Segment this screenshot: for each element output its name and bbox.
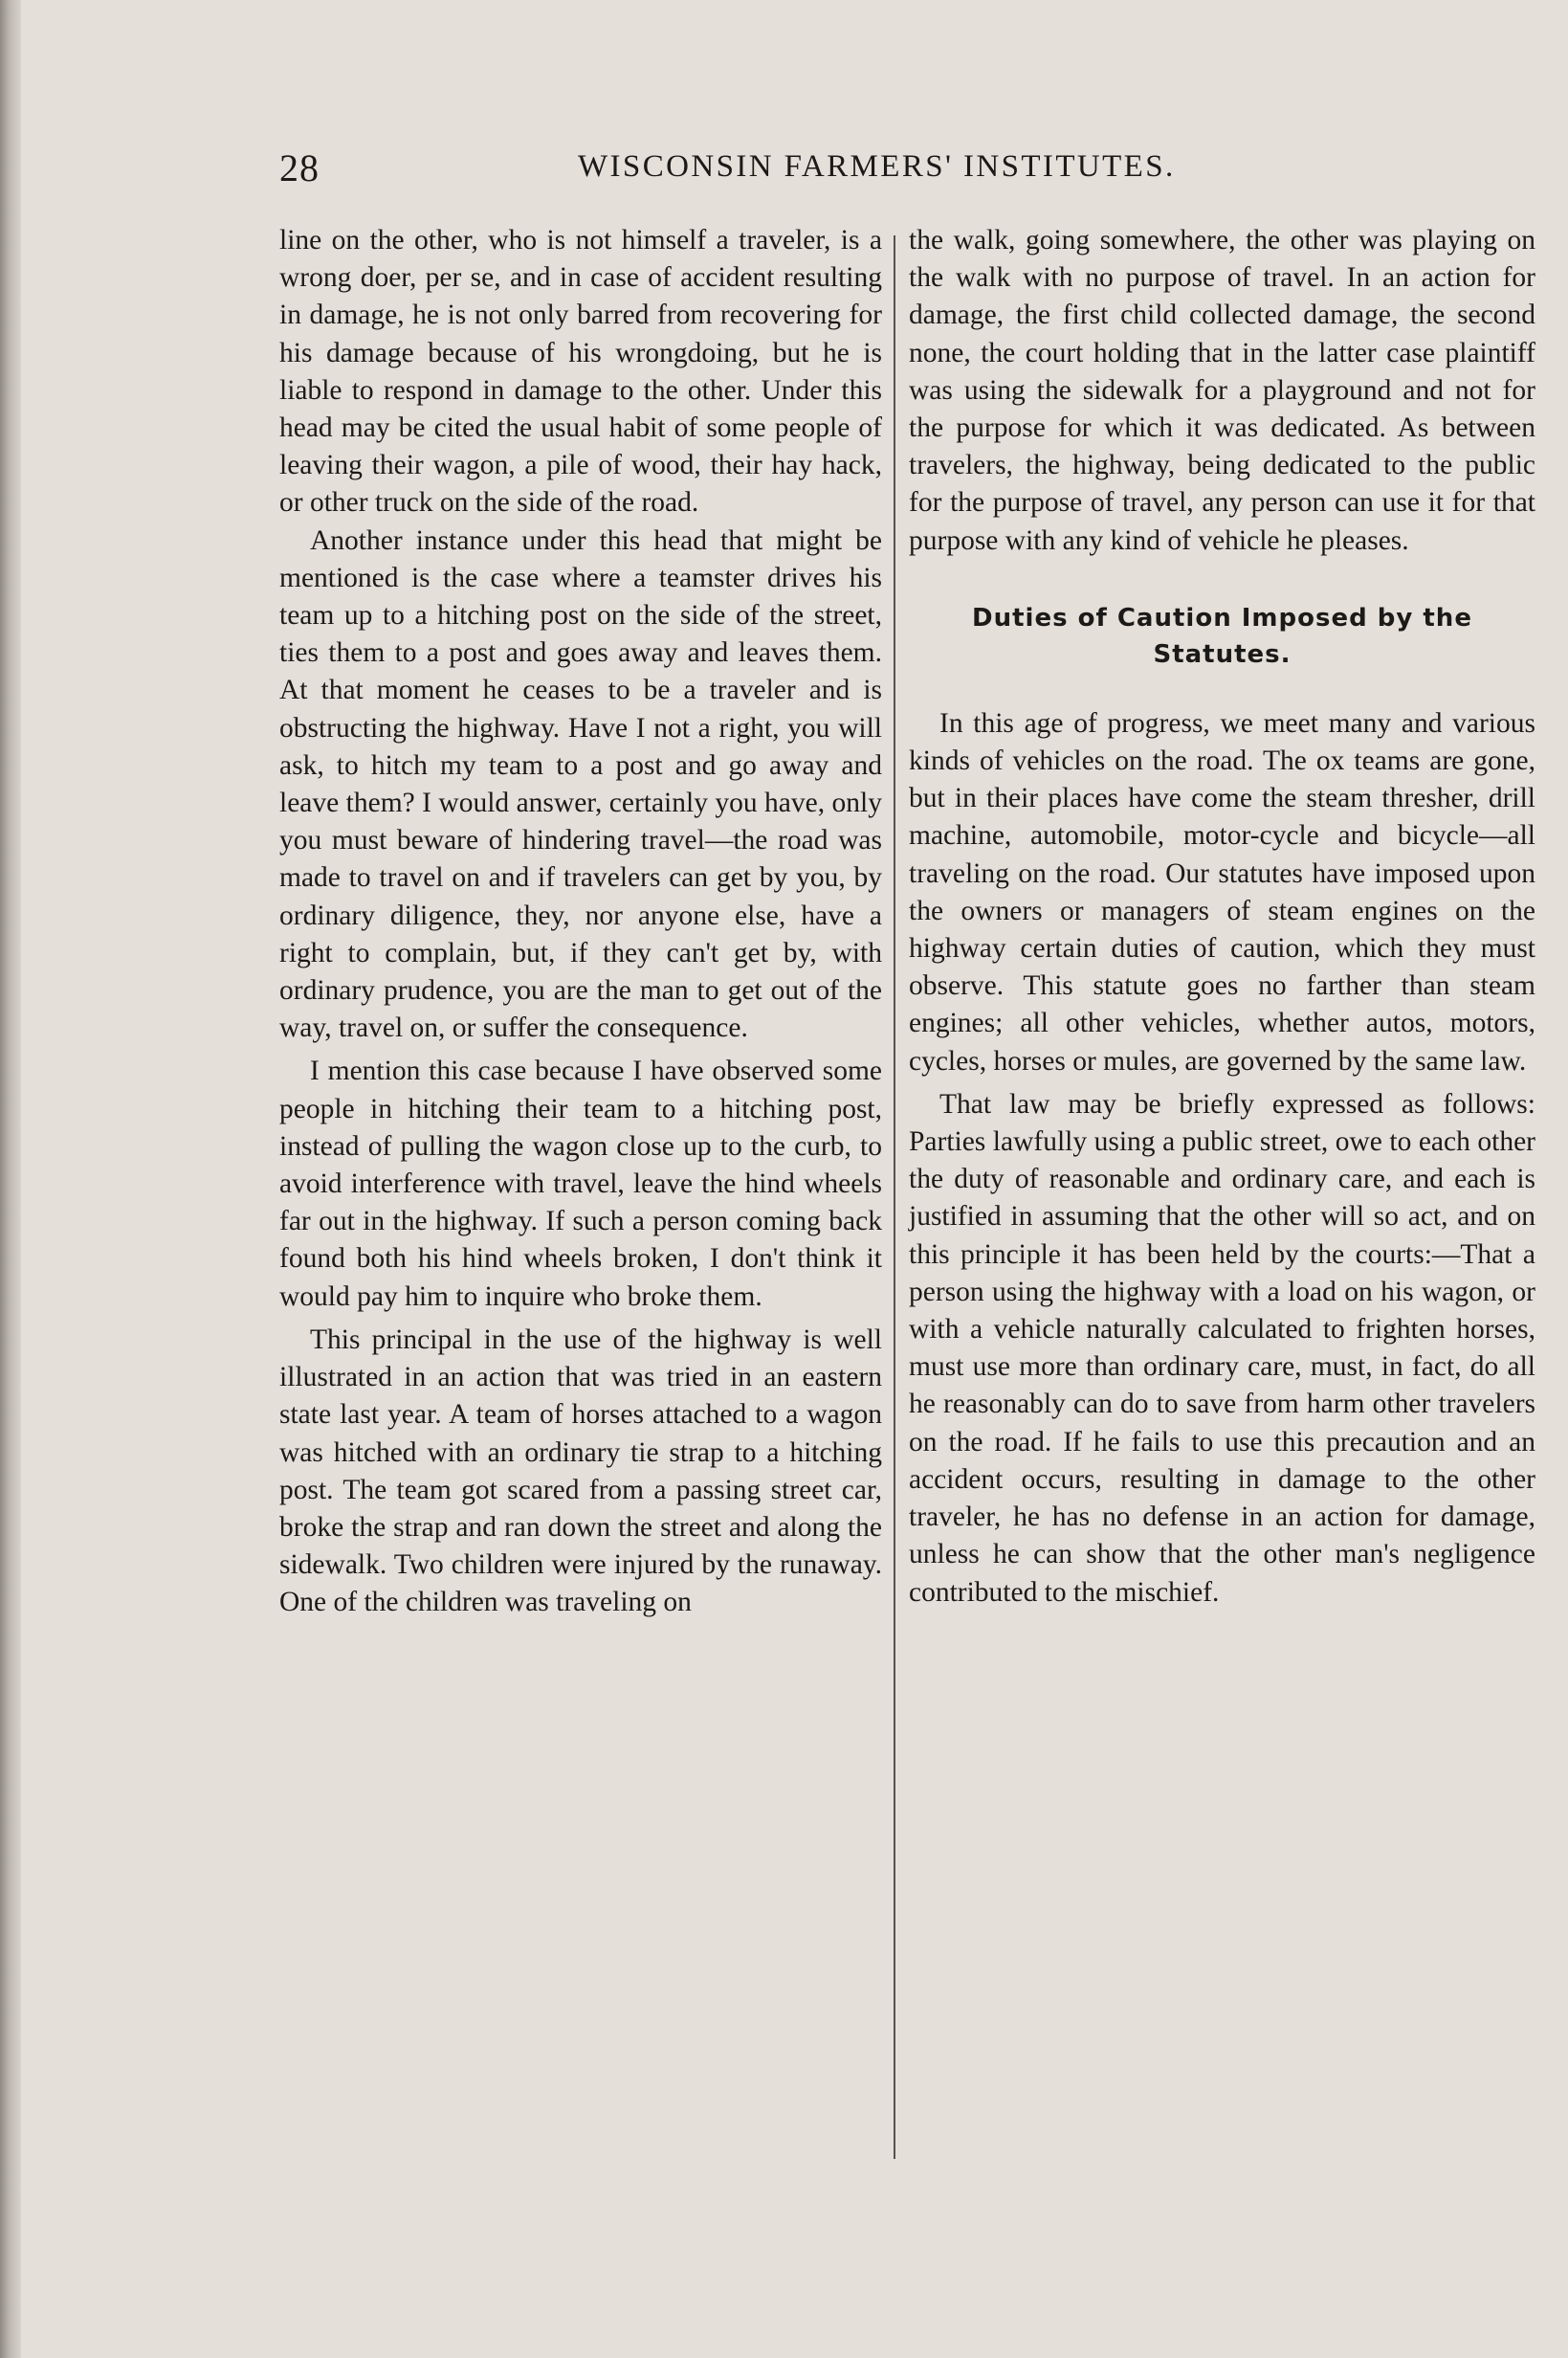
right-column [909,222,1535,1612]
paragraph: This principal in the use of the highway is well illustrated in an action that was tried in an eastern state last year. A team of horses attached to a wagon was hitched with an ordinary tie strap to a hitching post. The team got scared from a passing street car, broke the strap and ran down the street and along the sidewalk. Two children were injured by the runaway. One of the children was traveling on [279,1324,882,1618]
page-number: 28 [279,146,320,189]
paragraph: line on the other, who is not himself a traveler, is a wrong doer, per se, and in case of accident resulting in damage, he is not only barred from recovering for his damage because of his wrongdoing, but he is liable to respond in damage to the other. Under this head may be cited the usual habit of some people of leaving their wagon, a pile of wood, their hay hack, or other truck on the side of the road. [279,225,882,519]
section-heading: Duties of Caution Imposed by the Statutes. [972,603,1472,669]
paragraph: Another instance under this head that might be mentioned is the case where a teamster drives his team up to a hitching post on the side of the street, ties them to a post and goes away and leaves them. At that moment he ceases to be a traveler and is obstructing the highway. Have I not a right, you will ask, to hitch my team to a post and go away and leave them? I would answer, certainly you have, only you must beware of hindering travel—the road was made to travel on and if travelers can get by you, by ordinary diligence, they, nor anyone else, have a right to complain, but, if they can't get by, with ordinary prudence, you are the man to get out of the way, travel on, or suffer the consequence. [279,524,882,1044]
page-binding-shadow [0,0,21,2358]
paragraph: I mention this case because I have observed some people in hitching their team to a hitching post, instead of pulling the wagon close up to the curb, to avoid interference with travel, leave the hind wheels far out in the highway. If such a person coming back found both his hind wheels broken, I don't think it would pay him to inquire who broke them. [279,1056,882,1312]
running-head: WISCONSIN FARMERS' INSTITUTES. [578,149,1176,184]
left-column [279,222,882,1622]
column-divider [894,235,895,2159]
page-header [279,145,1250,203]
paragraph: the walk, going somewhere, the other was playing on the walk with no purpose of travel. In an action for damage, the first child collected damage, the second none, the court holding that in the latter case plaintiff was using the sidewalk for a playground and not for the purpose for which it was dedicated. As between travelers, the highway, being dedicated to the public for the purpose of travel, any person can use it for that purpose with any kind of vehicle he pleases. [909,225,1535,556]
paragraph: That law may be briefly expressed as follows: Parties lawfully using a public street, owe to each other the duty of reasonable and ordinary care, and each is justified in assuming that the other will so act, and on this principle it has been held by the courts:—That a person using the highway with a load on his wagon, or with a vehicle naturally calculated to frighten horses, must use more than ordinary care, must, in fact, do all he reasonably can do to save from harm other travelers on the road. If he fails to use this precaution and an accident occurs, resulting in damage to the other traveler, he has no defense in an action for damage, unless he can show that the other man's negligence contributed to the mischief. [909,1088,1535,1608]
paragraph: In this age of progress, we meet many and various kinds of vehicles on the road. The ox teams are gone, but in their places have come the steam thresher, drill machine, automobile, motor-cycle and bicycle—all traveling on the road. Our statutes have imposed upon the owners or managers of steam engines on the highway certain duties of caution, which they must observe. This statute goes no farther than steam engines; all other vehicles, whether autos, motors, cycles, horses or mules, are governed by the same law. [909,707,1535,1077]
